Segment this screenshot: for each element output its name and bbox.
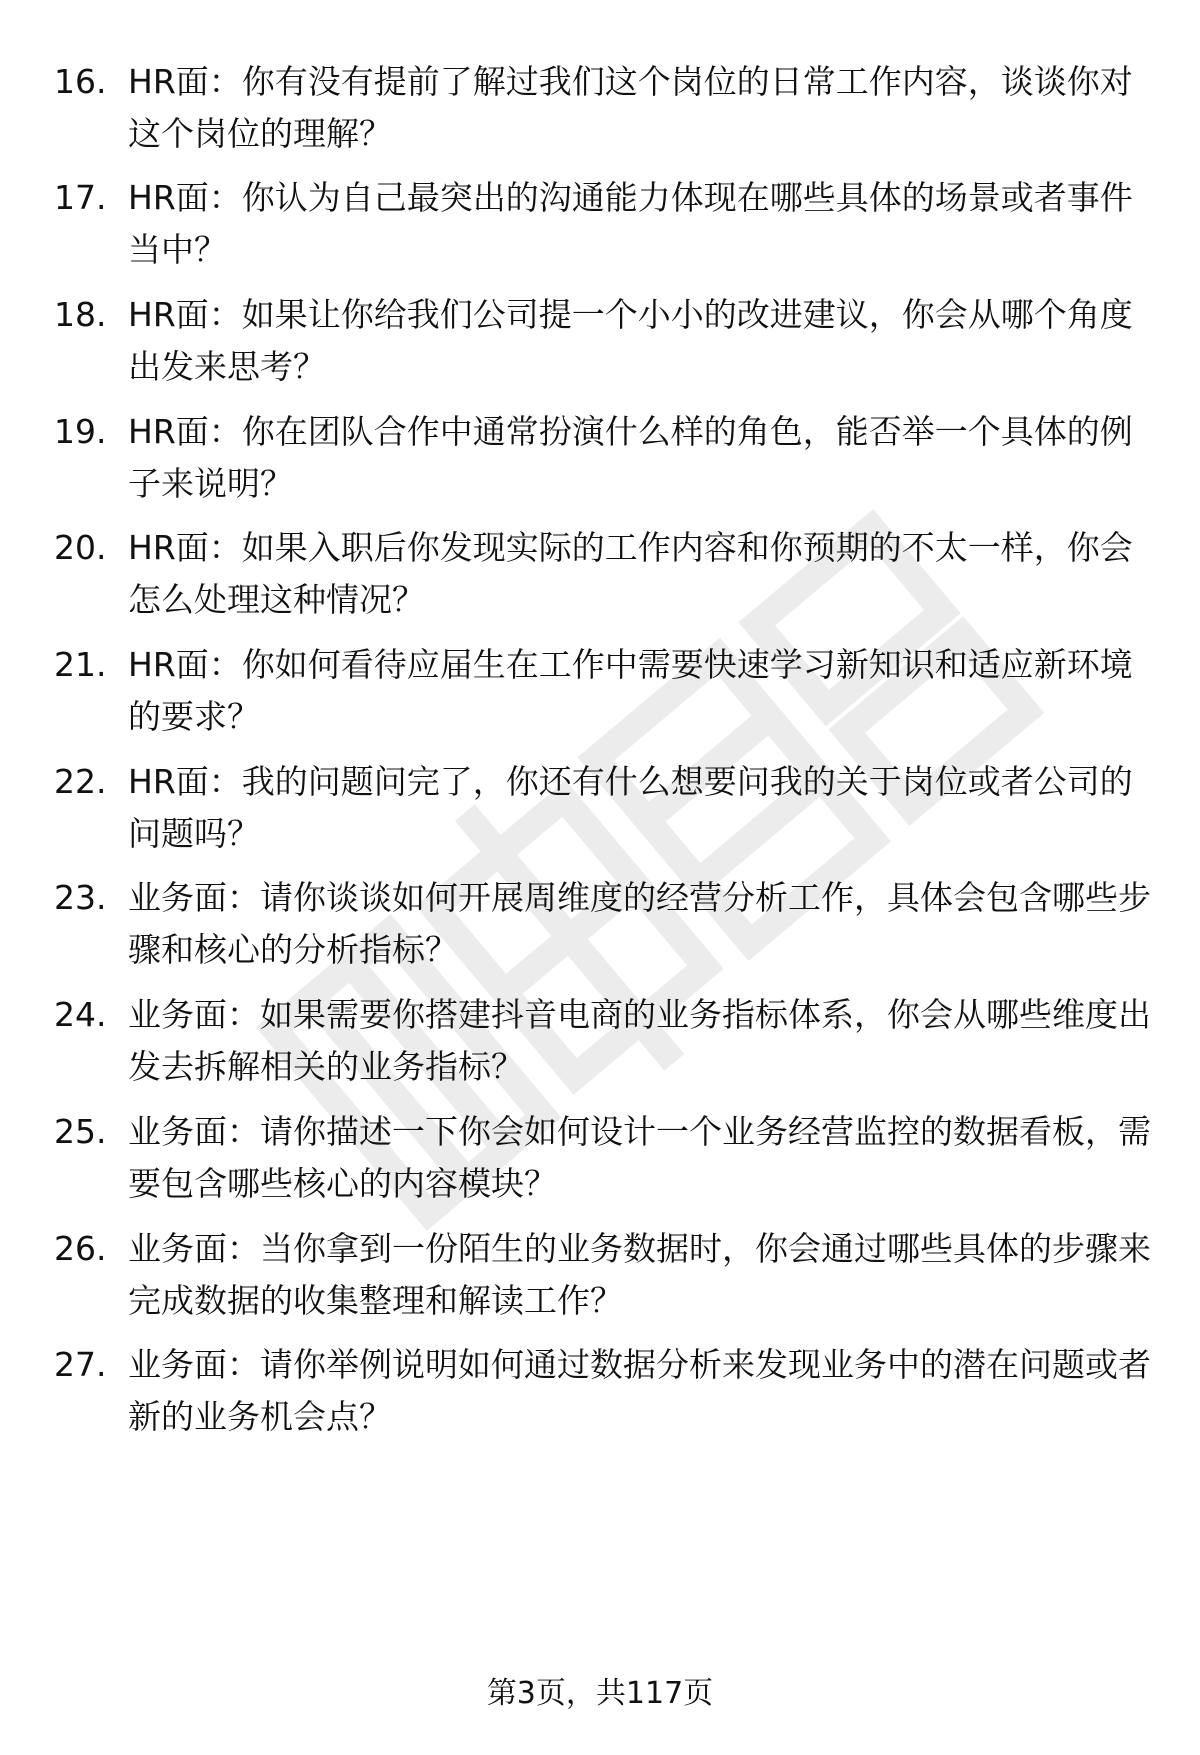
question-item — [0, 56, 1200, 166]
question-text: HR面：你认为自己最突出的沟通能力体现在哪些具体的场景或者事件当中？ — [128, 178, 1133, 269]
question-item — [0, 289, 1200, 399]
question-number: 18. — [54, 295, 107, 334]
question-number: 23. — [54, 878, 107, 917]
question-item — [0, 522, 1200, 632]
question-item — [0, 1339, 1200, 1449]
question-item — [0, 406, 1200, 516]
question-item — [0, 639, 1200, 749]
question-number: 27. — [54, 1345, 107, 1384]
question-number: 25. — [54, 1112, 107, 1151]
question-number: 19. — [54, 412, 107, 451]
question-item — [0, 872, 1200, 982]
question-text: HR面：你在团队合作中通常扮演什么样的角色，能否举一个具体的例子来说明？ — [128, 412, 1133, 503]
page-footer: 第3页，共117页 — [486, 1676, 714, 1711]
question-text: HR面：你如何看待应届生在工作中需要快速学习新知识和适应新环境的要求？ — [128, 645, 1133, 736]
question-number: 21. — [54, 645, 107, 684]
question-number: 24. — [54, 995, 107, 1034]
question-text: 业务面：请你描述一下你会如何设计一个业务经营监控的数据看板，需要包含哪些核心的内容模块？ — [128, 1112, 1151, 1203]
question-text: 业务面：如果需要你搭建抖音电商的业务指标体系，你会从哪些维度出发去拆解相关的业务指标？ — [128, 995, 1151, 1086]
question-item — [0, 1106, 1200, 1216]
question-item — [0, 172, 1200, 282]
question-text: HR面：如果让你给我们公司提一个小小的改进建议，你会从哪个角度出发来思考？ — [128, 295, 1133, 386]
question-text: 业务面：当你拿到一份陌生的业务数据时，你会通过哪些具体的步骤来完成数据的收集整理和解读工作？ — [128, 1229, 1151, 1320]
question-text: HR面：我的问题问完了，你还有什么想要问我的关于岗位或者公司的问题吗？ — [128, 762, 1133, 853]
question-text: HR面：如果入职后你发现实际的工作内容和你预期的不太一样，你会怎么处理这种情况？ — [128, 528, 1133, 619]
question-item — [0, 756, 1200, 866]
question-item — [0, 989, 1200, 1099]
question-number: 20. — [54, 528, 107, 567]
question-number: 16. — [54, 62, 107, 101]
question-text: 业务面：请你举例说明如何通过数据分析来发现业务中的潜在问题或者新的业务机会点？ — [128, 1345, 1151, 1436]
question-item — [0, 1223, 1200, 1333]
question-number: 17. — [54, 178, 107, 217]
question-number: 26. — [54, 1229, 107, 1268]
question-number: 22. — [54, 762, 107, 801]
question-text: HR面：你有没有提前了解过我们这个岗位的日常工作内容，谈谈你对这个岗位的理解？ — [128, 62, 1133, 153]
question-text: 业务面：请你谈谈如何开展周维度的经营分析工作，具体会包含哪些步骤和核心的分析指标？ — [128, 878, 1151, 969]
